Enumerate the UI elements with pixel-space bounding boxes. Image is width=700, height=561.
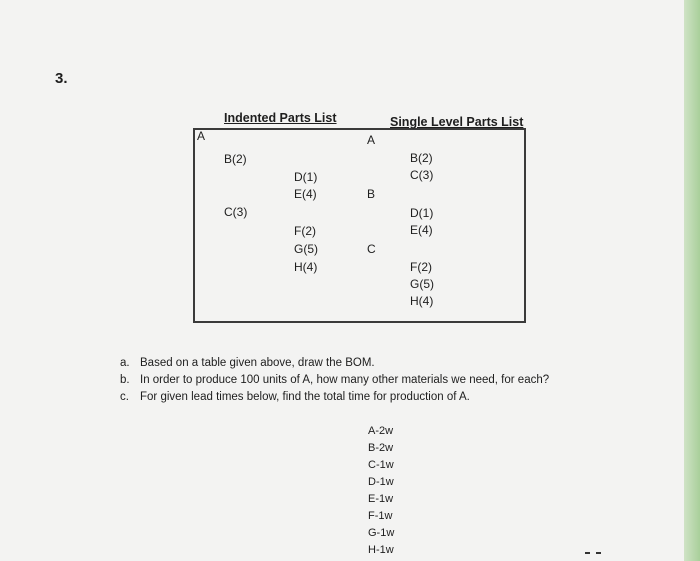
single-child-item: D(1) — [410, 206, 434, 220]
indented-level2-item: H(4) — [294, 260, 318, 274]
question-b-text: In order to produce 100 units of A, how many other materials we need, for each? — [140, 374, 550, 386]
single-child-item: B(2) — [410, 151, 433, 165]
question-b-letter: b. — [120, 374, 130, 386]
lead-time-item: B-2w — [368, 442, 394, 454]
lead-time-item: A-2w — [368, 425, 394, 437]
single-level-parts-list-title: Single Level Parts List — [390, 115, 524, 129]
indented-level1-item: C(3) — [224, 205, 248, 219]
lead-time-item: D-1w — [368, 476, 394, 488]
indented-level2-item: F(2) — [294, 224, 316, 238]
indented-root-item: A — [197, 129, 206, 143]
question-a-text: Based on a table given above, draw the BOM. — [140, 357, 375, 369]
page-dash-mark — [585, 552, 590, 554]
page-dash-mark — [596, 552, 601, 554]
question-number: 3. — [55, 70, 68, 87]
question-c-text: For given lead times below, find the total time for production of A. — [140, 391, 470, 403]
single-child-item: F(2) — [410, 260, 432, 274]
single-child-item: H(4) — [410, 294, 434, 308]
single-child-item: C(3) — [410, 168, 434, 182]
lead-time-item: E-1w — [368, 493, 394, 505]
lead-time-item: F-1w — [368, 510, 393, 522]
single-parent-item: A — [367, 133, 376, 147]
lead-time-item: G-1w — [368, 527, 395, 539]
single-child-item: G(5) — [410, 277, 434, 291]
single-parent-item: C — [367, 242, 376, 256]
question-c-letter: c. — [120, 391, 129, 403]
question-a-letter: a. — [120, 357, 130, 369]
indented-level2-item: D(1) — [294, 170, 318, 184]
single-parent-item: B — [367, 187, 376, 201]
lead-time-item: C-1w — [368, 459, 394, 471]
lead-time-item: H-1w — [368, 544, 394, 556]
indented-level1-item: B(2) — [224, 152, 247, 166]
indented-parts-list-title: Indented Parts List — [224, 111, 337, 125]
background-edge — [684, 0, 700, 561]
single-child-item: E(4) — [410, 223, 433, 237]
indented-level2-item: E(4) — [294, 187, 317, 201]
indented-level2-item: G(5) — [294, 242, 318, 256]
